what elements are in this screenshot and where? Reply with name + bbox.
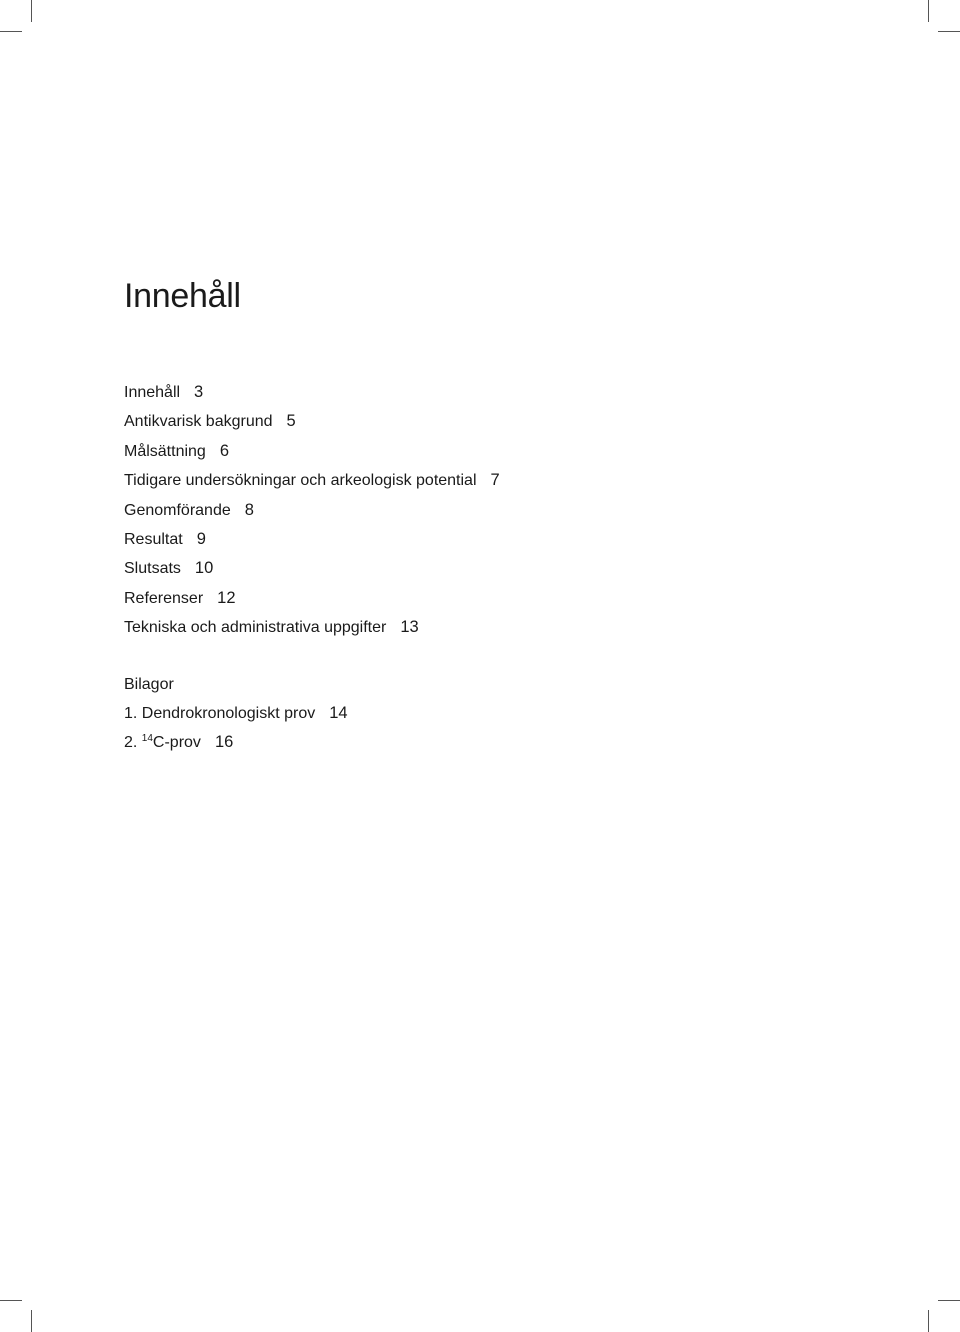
toc-entry-label: Målsättning <box>124 442 206 460</box>
toc-entry-label: Tekniska och administrativa uppgifter <box>124 619 387 637</box>
crop-mark-bottom-left-vertical <box>31 1310 32 1332</box>
appendix-entry-number: 1. <box>124 705 142 722</box>
appendix-entry-number: 2. <box>124 734 142 752</box>
appendix-entry-label: C-prov <box>152 734 201 752</box>
crop-mark-top-right-vertical <box>928 0 929 22</box>
toc-entry-label: Antikvarisk bakgrund <box>124 413 273 431</box>
toc-entry-page: 6 <box>219 441 230 460</box>
toc-entry-page: 7 <box>490 471 500 490</box>
toc-entry <box>124 466 500 495</box>
toc-entry-page: 8 <box>244 500 254 519</box>
toc-entry <box>124 525 500 554</box>
appendix-entry-page: 16 <box>214 733 234 752</box>
toc-entry <box>124 496 500 525</box>
appendix-entry <box>124 728 348 757</box>
toc-entry-page: 9 <box>196 529 206 548</box>
toc-entry <box>124 613 500 642</box>
appendix-entry-label: Dendrokronologiskt prov <box>141 705 316 722</box>
appendix-list <box>124 699 348 758</box>
toc-entry-label: Slutsats <box>124 560 181 578</box>
toc-entry <box>124 437 500 466</box>
toc-entry-page: 10 <box>194 559 214 578</box>
toc-entry-page: 5 <box>286 412 296 431</box>
toc-entry-page: 3 <box>194 383 204 401</box>
appendix-entry-page: 14 <box>329 704 348 722</box>
toc-entry-page: 13 <box>400 618 419 637</box>
crop-mark-top-left-vertical <box>31 0 32 22</box>
page-title: Innehåll <box>124 277 241 315</box>
toc-entry <box>124 554 500 583</box>
toc-entry-label: Referenser <box>124 589 204 607</box>
crop-mark-bottom-right-vertical <box>928 1310 929 1332</box>
appendix-entry <box>124 699 348 728</box>
toc-entry-label: Genomförande <box>124 501 231 519</box>
toc-entry-label: Resultat <box>124 530 183 548</box>
crop-mark-bottom-left-horizontal <box>0 1300 22 1301</box>
toc-entry-label: Innehåll <box>124 384 181 401</box>
crop-mark-top-left-horizontal <box>0 31 22 32</box>
toc-entry <box>124 407 500 436</box>
table-of-contents <box>124 378 500 643</box>
crop-mark-top-right-horizontal <box>938 31 960 32</box>
toc-entry-page: 12 <box>217 588 236 607</box>
toc-entry <box>124 378 500 407</box>
appendix-heading: Bilagor <box>124 676 174 693</box>
toc-entry <box>124 584 500 613</box>
crop-mark-bottom-right-horizontal <box>938 1300 960 1301</box>
isotope-superscript: 14 <box>141 733 153 745</box>
toc-entry-label: Tidigare undersökningar och arkeologisk potential <box>124 472 477 490</box>
